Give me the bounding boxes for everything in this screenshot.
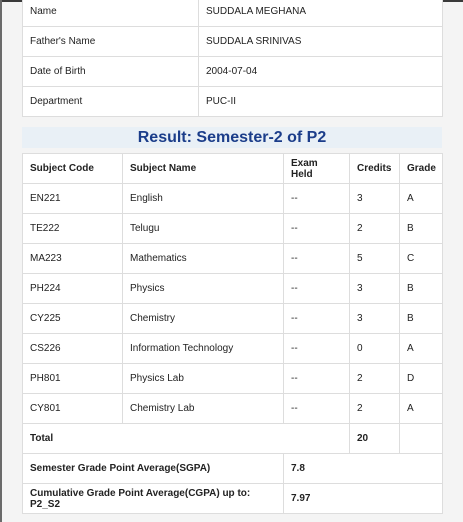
subject-code: TE222 [23,214,123,244]
table-row [23,184,443,214]
credits: 3 [350,184,400,214]
table-header-row [23,154,443,184]
department-label: Department [23,87,199,117]
subject-code: CY225 [23,304,123,334]
table-row [23,304,443,334]
exam-held: -- [284,244,350,274]
sgpa-value: 7.8 [284,454,443,484]
exam-held: -- [284,274,350,304]
exam-held: -- [284,304,350,334]
grade: B [400,304,443,334]
dob-label: Date of Birth [23,57,199,87]
table-row [23,87,443,117]
sgpa-row [23,454,443,484]
cgpa-row [23,484,443,514]
table-row [23,0,443,27]
department-value: PUC-II [199,87,443,117]
grade: A [400,334,443,364]
table-row [23,214,443,244]
grade: A [400,394,443,424]
subject-code: CS226 [23,334,123,364]
grade: B [400,214,443,244]
sgpa-label: Semester Grade Point Average(SGPA) [23,454,284,484]
subject-code: EN221 [23,184,123,214]
col-header-exam-held: Exam Held [284,154,350,184]
grade: B [400,274,443,304]
father-name-value: SUDDALA SRINIVAS [199,27,443,57]
subject-name: English [123,184,284,214]
table-row [23,394,443,424]
exam-held: -- [284,334,350,364]
window-left-border [0,0,2,522]
subject-name: Physics Lab [123,364,284,394]
result-table [22,153,443,514]
grade: D [400,364,443,394]
table-row [23,244,443,274]
subject-name: Chemistry [123,304,284,334]
father-name-label: Father's Name [23,27,199,57]
col-header-credits: Credits [350,154,400,184]
total-grade-empty [400,424,443,454]
subject-code: MA223 [23,244,123,274]
total-label: Total [23,424,350,454]
credits: 5 [350,244,400,274]
subject-name: Mathematics [123,244,284,274]
col-header-subject-name: Subject Name [123,154,284,184]
col-header-grade: Grade [400,154,443,184]
table-row [23,57,443,87]
cgpa-value: 7.97 [284,484,443,514]
credits: 2 [350,364,400,394]
credits: 3 [350,304,400,334]
dob-value: 2004-07-04 [199,57,443,87]
subject-name: Telugu [123,214,284,244]
subject-code: PH224 [23,274,123,304]
credits: 2 [350,394,400,424]
total-row [23,424,443,454]
subject-code: CY801 [23,394,123,424]
col-header-subject-code: Subject Code [23,154,123,184]
subject-code: PH801 [23,364,123,394]
total-credits: 20 [350,424,400,454]
exam-held: -- [284,394,350,424]
name-value: SUDDALA MEGHANA [199,0,443,27]
table-row [23,334,443,364]
cgpa-label: Cumulative Grade Point Average(CGPA) up to: P2_S2 [23,484,284,514]
name-label: Name [23,0,199,27]
exam-held: -- [284,214,350,244]
exam-held: -- [284,364,350,394]
subject-name: Information Technology [123,334,284,364]
table-row [23,27,443,57]
table-row [23,364,443,394]
student-info-table [22,0,443,117]
credits: 0 [350,334,400,364]
result-title: Result: Semester-2 of P2 [22,127,442,148]
subject-name: Chemistry Lab [123,394,284,424]
grade: A [400,184,443,214]
credits: 2 [350,214,400,244]
subject-name: Physics [123,274,284,304]
exam-held: -- [284,184,350,214]
credits: 3 [350,274,400,304]
grade: C [400,244,443,274]
table-row [23,274,443,304]
